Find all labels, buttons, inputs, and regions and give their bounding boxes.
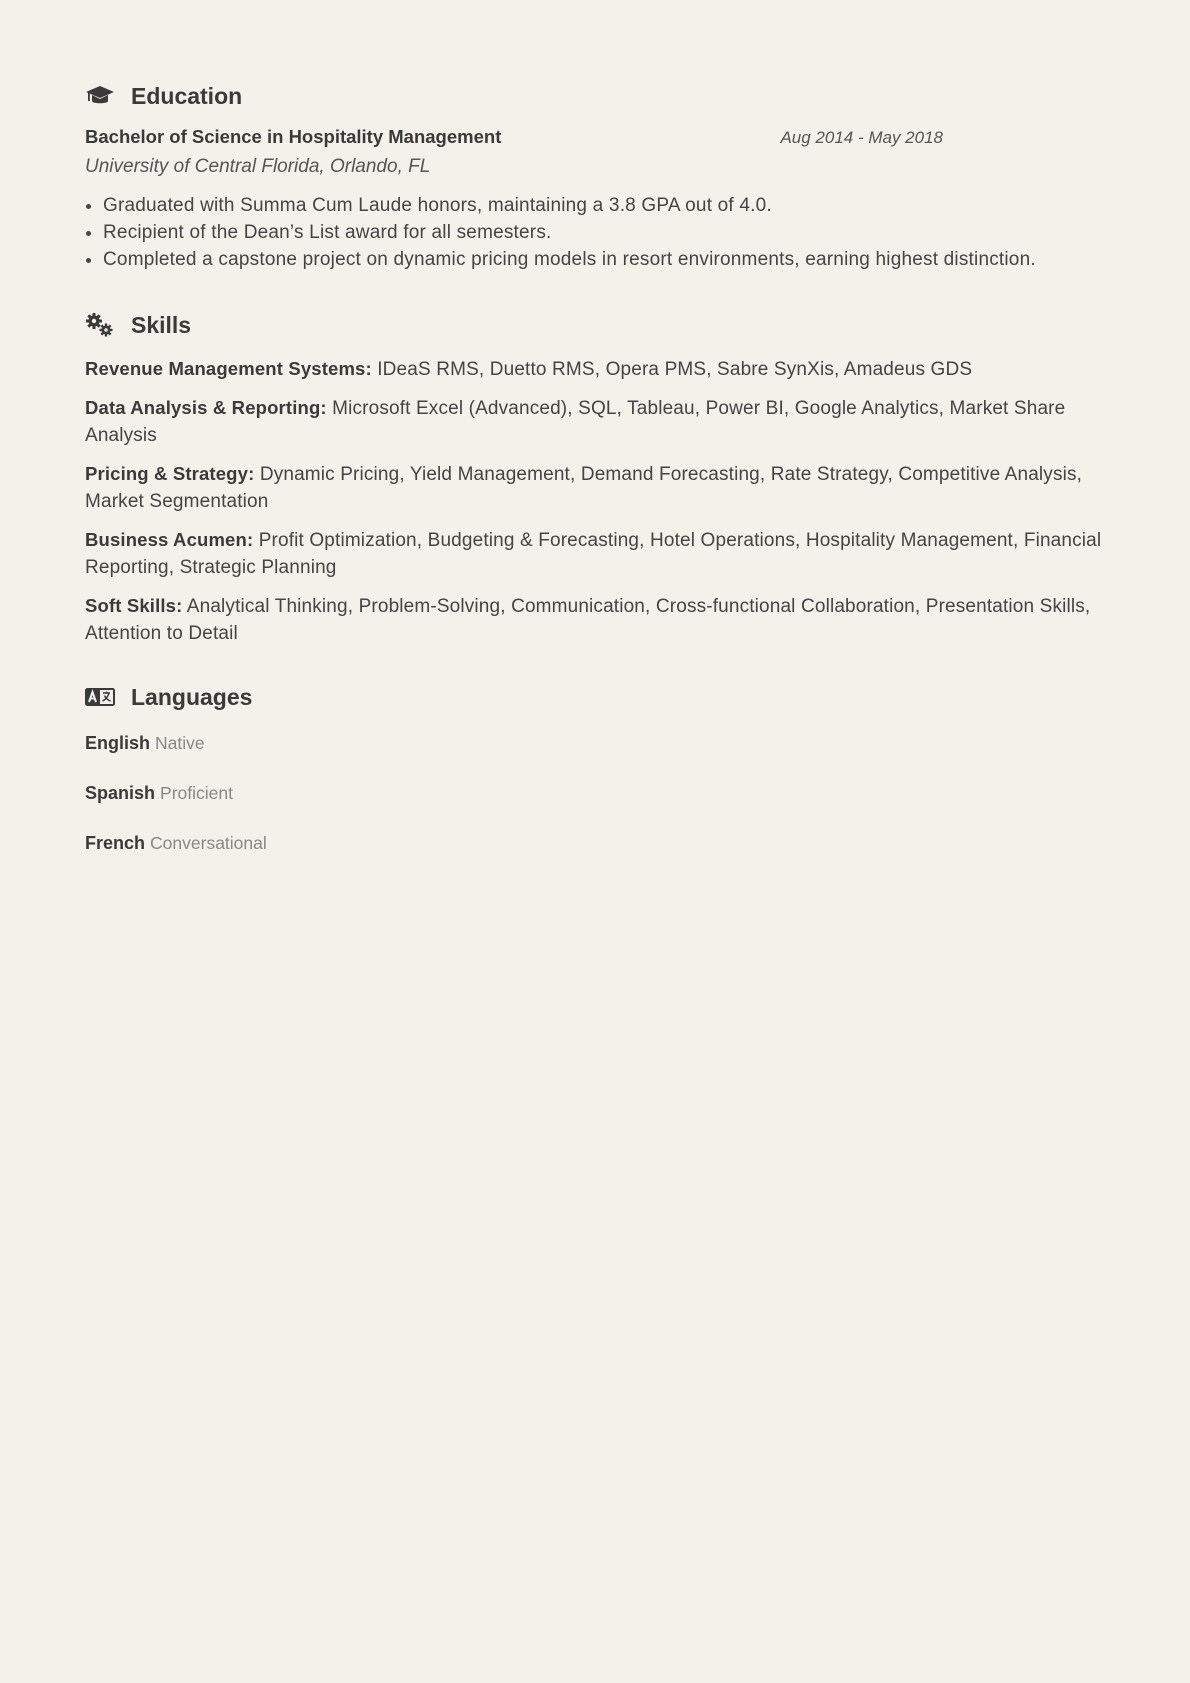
education-dates: Aug 2014 - May 2018 [780, 128, 943, 147]
skill-value: Microsoft Excel (Advanced), SQL, Tableau, Power BI, Google Analytics, Market Share Analysis [85, 398, 1066, 446]
skill-value: Analytical Thinking, Problem-Solving, Communication, Cross-functional Collaboration, Presentation Skills, Attention to Detail [85, 596, 1091, 644]
skill-label: Data Analysis & Reporting: [85, 397, 327, 418]
skill-label: Soft Skills: [85, 595, 183, 616]
languages-section [85, 679, 1105, 857]
skill-row [85, 355, 1105, 383]
education-entry-header [85, 126, 1105, 148]
skill-label: Business Acumen: [85, 529, 254, 550]
education-section [85, 78, 1105, 273]
skill-row [85, 460, 1105, 515]
language-name: Spanish [85, 783, 156, 803]
skills-section [85, 307, 1105, 647]
language-level: Proficient [160, 783, 233, 803]
skill-value: Dynamic Pricing, Yield Management, Demand Forecasting, Rate Strategy, Competitive Analysis, Market Segmentation [85, 464, 1083, 512]
skill-value: Profit Optimization, Budgeting & Forecasting, Hotel Operations, Hospitality Management, Financial Reporting, Strategic Planning [85, 530, 1102, 578]
language-level: Native [155, 733, 205, 753]
skills-header [85, 307, 1105, 343]
skill-row [85, 394, 1105, 449]
language-row [85, 783, 1105, 807]
school-name: University of Central Florida, Orlando, FL [85, 156, 431, 177]
education-title: Education [131, 82, 243, 109]
language-row [85, 833, 1105, 857]
language-name: French [85, 833, 146, 853]
skill-label: Revenue Management Systems: [85, 358, 372, 379]
list-item: • Recipient of the Dean’s List award for all semesters. [103, 219, 1105, 246]
graduation-cap-icon [85, 81, 115, 111]
languages-header [85, 679, 1105, 715]
list-item: • Graduated with Summa Cum Laude honors, maintaining a 3.8 GPA out of 4.0. [103, 192, 1105, 219]
skill-row [85, 592, 1105, 647]
skill-value: IDeaS RMS, Duetto RMS, Opera PMS, Sabre SynXis, Amadeus GDS [377, 359, 973, 380]
language-icon [85, 682, 115, 712]
list-item: • Completed a capstone project on dynamic pricing models in resort environments, earning highest distinction. [103, 246, 1105, 273]
skills-title: Skills [131, 311, 192, 338]
language-name: English [85, 733, 151, 753]
resume-page [85, 78, 1105, 889]
language-level: Conversational [150, 833, 267, 853]
education-bullets [85, 192, 1105, 273]
languages-title: Languages [131, 683, 253, 710]
skill-row [85, 526, 1105, 581]
language-row [85, 733, 1105, 757]
education-header [85, 78, 1105, 114]
gears-icon [85, 310, 115, 340]
skill-label: Pricing & Strategy: [85, 463, 255, 484]
degree-title: Bachelor of Science in Hospitality Management [85, 126, 502, 147]
